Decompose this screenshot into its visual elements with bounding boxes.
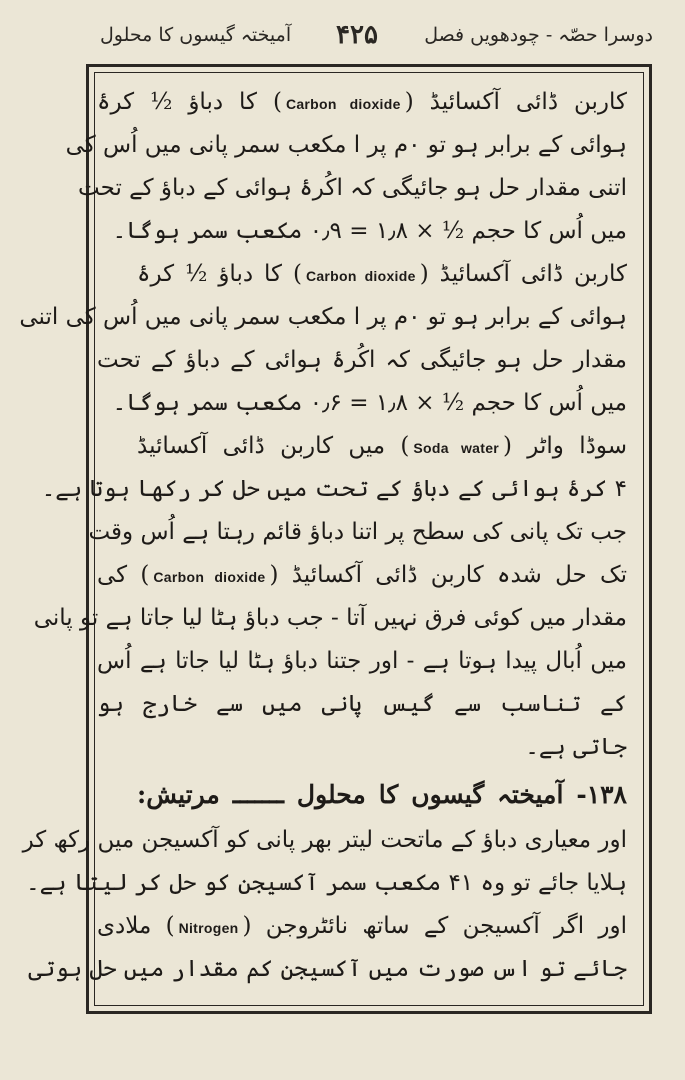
text-line-14: میں اُبال پیدا ہوتا ہے - اور جتنا دباؤ ہٹا لیا جاتا ہے اُس xyxy=(97,648,627,674)
latin-term: Carbon dioxide xyxy=(285,96,401,112)
section-heading-138: ۱۳۸- آمیختہ گیسوں کا محلول ـــــــ مرتیش: xyxy=(137,780,627,809)
latin-term: Soda water xyxy=(413,440,500,456)
text-line-5: کاربن ڈائی آکسائیڈ (Carbon dioxide) کا دباؤ ½ کرۂ xyxy=(137,261,627,287)
text-line-3: اتنی مقدار حل ہو جائیگی کہ اکُرۂ ہوائی کے دباؤ کے تحت xyxy=(78,175,627,201)
latin-term: Nitrogen xyxy=(178,920,239,936)
text-line-7: مقدار حل ہو جائیگی کہ اکُرۂ ہوائی کے دباؤ کے تحت xyxy=(97,347,628,373)
latin-term: Carbon dioxide xyxy=(153,569,266,585)
running-header-title: آمیختہ گیسوں کا محلول xyxy=(100,24,292,46)
text-line-10: ۴ کرۂ ہوائی کے دباؤ کے تحت میں حل کر رکھا ہوتا ہے۔ xyxy=(41,476,627,502)
text-line-13: مقدار میں کوئی فرق نہیں آتا - جب دباؤ ہٹا لیا جاتا ہے تو پانی xyxy=(33,605,627,631)
text-line-16: جاتی ہے۔ xyxy=(525,734,627,760)
running-header-section: دوسرا حصّہ - چودھویں فصل xyxy=(424,24,653,46)
text-line-4: میں اُس کا حجم ½ × ۱٫۸ = ۰٫۹ مکعب سمر ہوگا۔ xyxy=(112,218,627,244)
text-line-8: میں اُس کا حجم ½ × ۱٫۸ = ۰٫۶ مکعب سمر ہوگا۔ xyxy=(112,390,627,416)
latin-term: Carbon dioxide xyxy=(305,268,416,284)
text-line-2: ہوائی کے برابر ہو تو ۰م پر ا مکعب سمر پانی میں اُس کی xyxy=(65,132,627,158)
text-line-15: کے تناسب سے گیس پانی میں سے خارج ہو xyxy=(97,691,627,717)
text-line-6: ہوائی کے برابر ہو تو ۰م پر ا مکعب سمر پانی میں اُس کی اتنی xyxy=(19,304,627,330)
text-line-12: تک حل شدہ کاربن ڈائی آکسائیڈ (Carbon dioxide) کی xyxy=(97,562,627,588)
text-line-11: جب تک پانی کی سطح پر اتنا دباؤ قائم رہتا ہے اُس وقت xyxy=(88,519,627,545)
text-line-19: ہلایا جائے تو وہ ۴۱ مکعب سمر آکسیجن کو حل کر لیتا ہے۔ xyxy=(26,870,627,896)
text-line-21: جائے تو اس صورت میں آکسیجن کم مقدار میں حل ہوتی xyxy=(28,956,627,982)
text-line-18: اور معیاری دباؤ کے ماتحت لیتر بھر پانی کو آکسیجن میں رکھ کر xyxy=(22,827,627,853)
text-line-9: سوڈا واٹر (Soda water) میں کاربن ڈائی آکسائیڈ xyxy=(137,433,627,459)
text-line-20: اور اگر آکسیجن کے ساتھ نائٹروجن (Nitrogen) ملادی xyxy=(97,913,627,939)
page-number: ۴۲۵ xyxy=(336,20,378,50)
text-line-1: کاربن ڈائی آکسائیڈ (Carbon dioxide) کا دباؤ ½ کرۂ xyxy=(97,89,627,115)
